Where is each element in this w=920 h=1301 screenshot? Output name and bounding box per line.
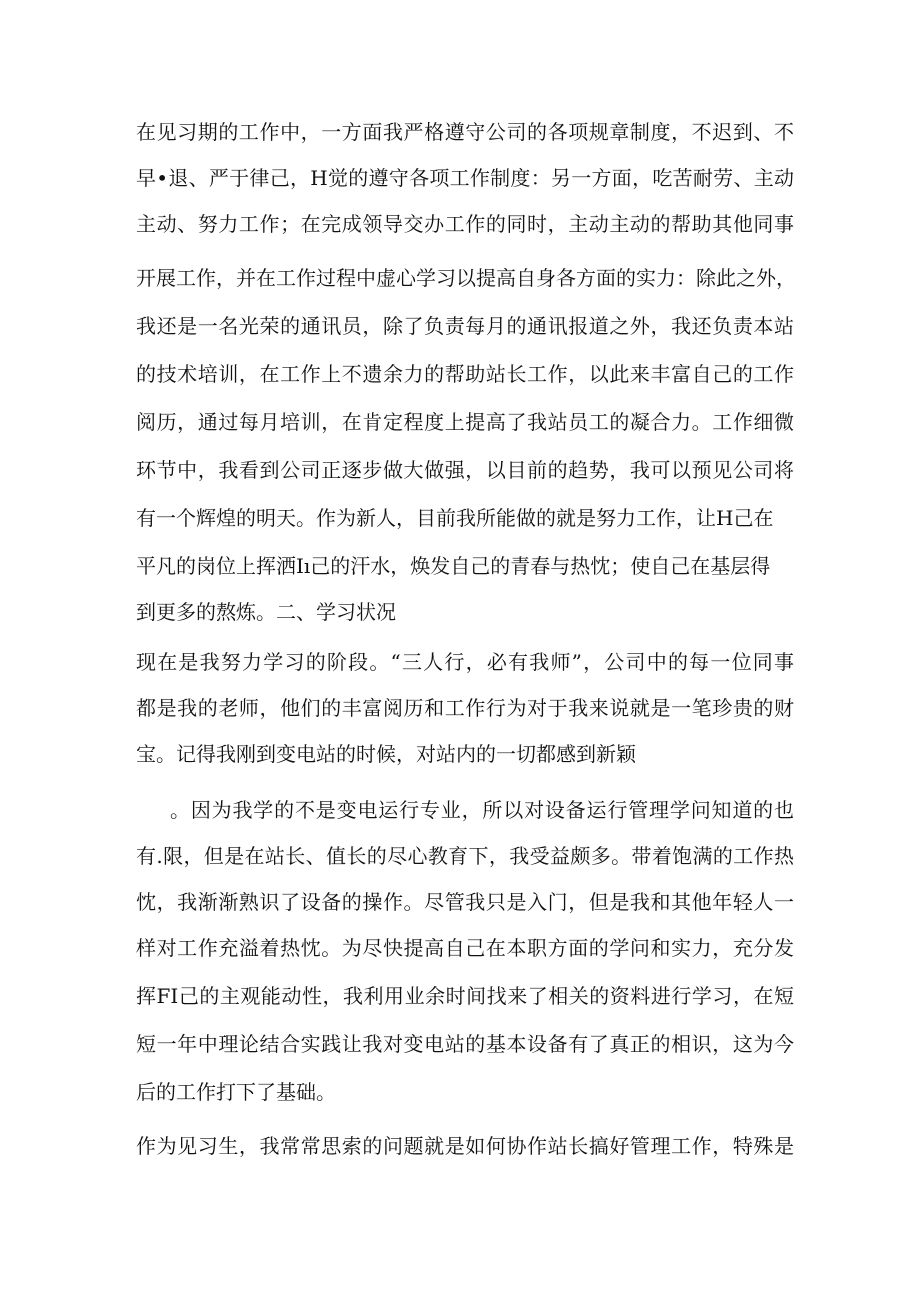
text-line: 早•退、严于律己，H觉的遵守各项工作制度：另一方面，吃苦耐劳、主动	[136, 166, 794, 190]
text-line: 到更多的熬炼。二、学习状况	[136, 600, 396, 624]
text-line: 作为见习生，我常常思索的问题就是如何协作站长搞好管理工作，特殊是	[136, 1134, 794, 1158]
text-line: 阅历，通过每月培训，在肯定程度上提高了我站员工的凝合力。工作细微	[136, 410, 794, 434]
text-line: 样对工作充溢着热忱。为尽快提高自己在本职方面的学问和实力，充分发	[136, 936, 794, 960]
text-line: 有.限，但是在站长、值长的尽心教育下，我受益颇多。带着饱满的工作热	[136, 844, 794, 868]
text-line: 有一个辉煌的明天。作为新人，目前我所能做的就是努力工作，让H己在	[136, 506, 774, 530]
text-line: 短一年中理论结合实践让我对变电站的基本设备有了真正的相识，这为今	[136, 1032, 794, 1056]
text-line: 忱，我渐渐熟识了设备的操作。尽管我只是入门，但是我和其他年轻人一	[136, 890, 794, 914]
text-line: 都是我的老师，他们的丰富阅历和工作行为对于我来说就是一笔珍贵的财	[136, 696, 794, 720]
text-line: 在见习期的工作中，一方面我严格遵守公司的各项规章制度，不迟到、不	[136, 120, 794, 144]
text-line: 挥FI己的主观能动性，我利用业余时间找来了相关的资料进行学习，在短	[136, 984, 794, 1008]
text-line: 平凡的岗位上挥洒Iı己的汗水，焕发自己的青春与热忱；使自己在基层得	[136, 554, 771, 578]
text-line: 的技术培训，在工作上不遗余力的帮助站长工作，以此来丰富自己的工作	[136, 362, 794, 386]
text-line: 。因为我学的不是变电运行专业，所以对设备运行管理学问知道的也	[170, 798, 794, 822]
text-line: 环节中，我看到公司正逐步做大做强，以目前的趋势，我可以预见公司将	[136, 458, 794, 482]
text-line: 后的工作打下了基础。	[136, 1080, 336, 1104]
text-line: 宝。记得我刚到变电站的时候，对站内的一切都感到新颖	[136, 742, 636, 766]
text-line: 我还是一名光荣的通讯员，除了负责每月的通讯报道之外，我还负责本站	[136, 314, 794, 338]
text-line: 开展工作，并在工作过程中虚心学习以提高自身各方面的实力：除此之外，	[136, 266, 796, 290]
text-line: 主动、努力工作；在完成领导交办工作的同时，主动主动的帮助其他同事	[136, 212, 794, 236]
text-line: 现在是我努力学习的阶段。“三人行，必有我师”，公司中的每一位同事	[136, 650, 794, 674]
